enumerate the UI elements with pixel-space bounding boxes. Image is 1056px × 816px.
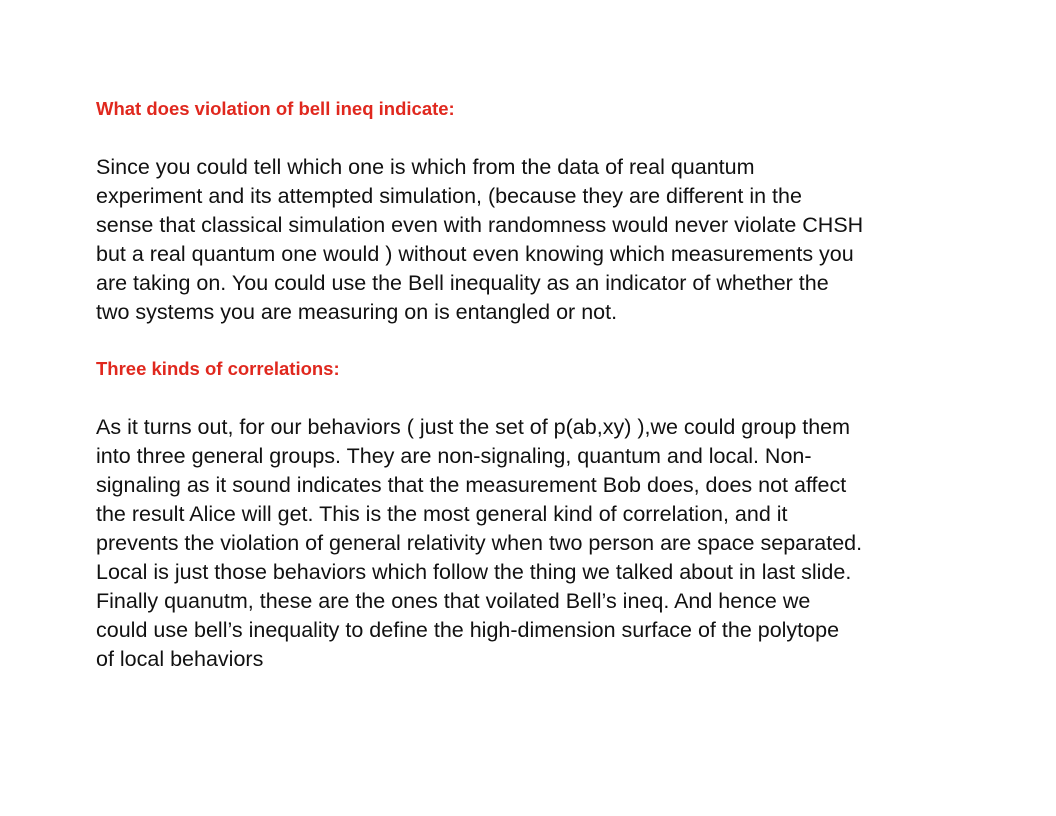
body-line: Local is just those behaviors which follow the thing we talked about in last slide.	[96, 560, 852, 584]
section-heading-correlations: Three kinds of correlations:	[96, 358, 340, 379]
body-line: into three general groups. They are non-signaling, quantum and local. Non-	[96, 444, 812, 468]
body-line: are taking on. You could use the Bell inequality as an indicator of whether the	[96, 271, 829, 295]
body-line: sense that classical simulation even with randomness would never violate CHSH	[96, 213, 864, 237]
section-heading-bell-violation: What does violation of bell ineq indicate:	[96, 98, 455, 119]
body-line: As it turns out, for our behaviors ( just the set of p(ab,xy) ),we could group them	[96, 415, 851, 439]
body-line: the result Alice will get. This is the most general kind of correlation, and it	[96, 502, 788, 526]
body-line: prevents the violation of general relativity when two person are space separated.	[96, 531, 863, 555]
body-line: Finally quanutm, these are the ones that voilated Bell’s ineq. And hence we	[96, 589, 811, 613]
body-line: experiment and its attempted simulation, (because they are different in the	[96, 184, 802, 208]
body-line: Since you could tell which one is which from the data of real quantum	[96, 155, 755, 179]
body-line: could use bell’s inequality to define the high-dimension surface of the polytope	[96, 618, 840, 642]
body-line: two systems you are measuring on is entangled or not.	[96, 300, 618, 324]
body-line: but a real quantum one would ) without even knowing which measurements you	[96, 242, 854, 266]
body-line: of local behaviors	[96, 647, 264, 671]
body-line: signaling as it sound indicates that the measurement Bob does, does not affect	[96, 473, 847, 497]
